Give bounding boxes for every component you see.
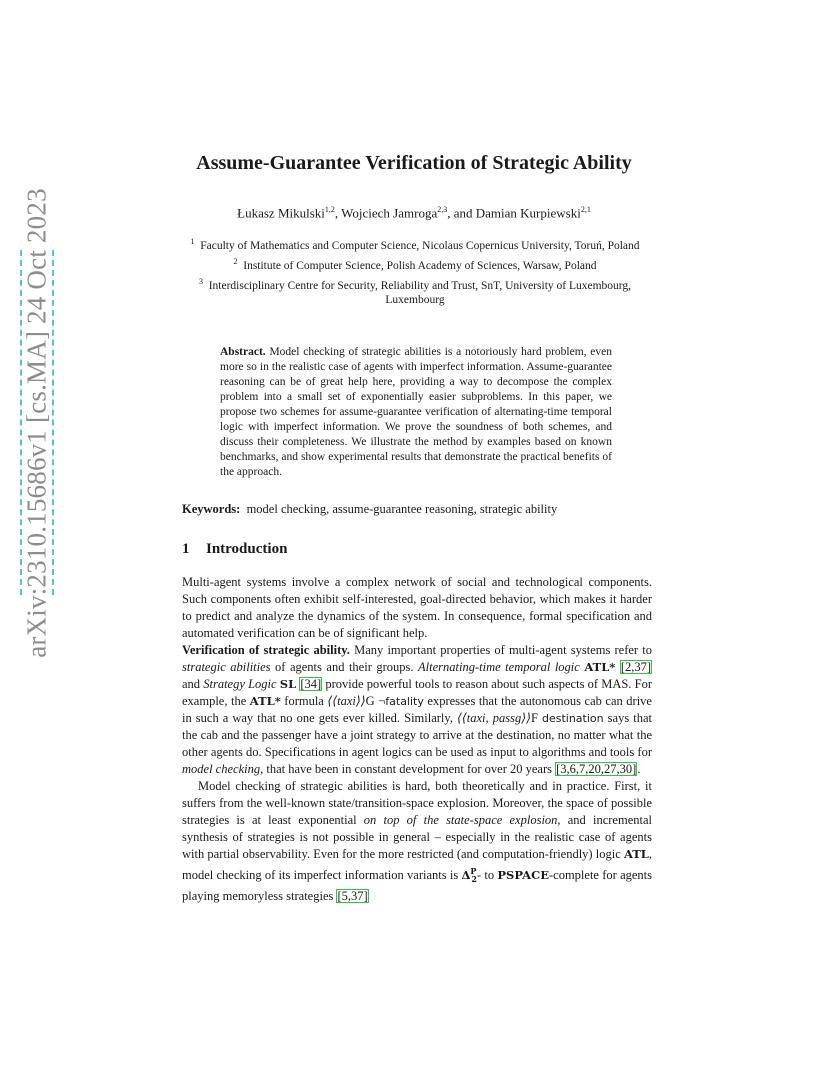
citation-link[interactable]: [34] (300, 677, 322, 691)
affiliation-list (180, 234, 650, 308)
author-affil-marker: 2,1 (580, 205, 591, 214)
author-name: Łukasz Mikulski (237, 205, 325, 221)
affiliation-item: $^1$ Faculty of Mathematics and Computer Science, Nicolaus Copernicus University, Toruń, Poland (190, 237, 640, 252)
author-name: Wojciech Jamroga (341, 205, 438, 221)
keywords-label: Keywords: (182, 502, 241, 516)
logic-name: ATL* (249, 694, 281, 708)
paragraph: Multi-agent systems involve a complex network of social and technological components. Such components often exhibit self-interested, goal-directed behavior, which makes it harder to predict and analyze the dynamics of the system. In consequence, formal specification and automated verification can be of significant help. (182, 575, 652, 640)
author-name: Damian Kurpiewski (475, 205, 581, 221)
author-affil-marker: 2,3 (437, 205, 448, 214)
arxiv-identifier: arXiv:2310.15686v1 [cs.MA] 24 Oct 2023 (21, 187, 52, 658)
keywords (182, 502, 652, 517)
section-heading (182, 541, 287, 558)
abstract-label: Abstract. (220, 346, 266, 358)
author-affil-marker: 1,2 (324, 205, 335, 214)
citation-link[interactable]: [3,6,7,20,27,30] (556, 762, 637, 776)
citation-link[interactable]: [5,37] (337, 889, 368, 904)
author-list: Łukasz Mikulski$^{1,2}$, Wojciech Jamroga$^{2,3}$, and Damian Kurpiewski$^{2,1}$ (237, 205, 591, 221)
complexity-class: PSPACE (497, 867, 549, 882)
logic-name: ATL (623, 847, 649, 861)
paragraph: Model checking of strategic abilities is hard, both theoretically and in practice. First, it suffers from the well-known state/transition-space explosion. Moreover, the space of possible strategies is at least exponential on top of the state-space explosion, and incremental synthesis of strategies is not possible in general – especially in the realistic case of agents with partial observability. Even for the more restricted (and computation-friendly) logic ATL, model checking of its imperfect information variants is $\Delta^P_2-$ to PSPACE-complete for agents playing memoryless strategies [5,37] (182, 779, 652, 904)
formula: ⟨⟨taxi⟩⟩ (327, 694, 366, 708)
paper-title: Assume-Guarantee Verification of Strategic Ability (196, 152, 632, 174)
citation-link[interactable]: [2,37] (620, 660, 652, 674)
arxiv-identifier-stamp (20, 187, 54, 658)
logic-name: ATL* (584, 660, 616, 674)
paragraph: Verification of strategic ability. Many important properties of multi-agent systems refer to strategic abilities of agents and their groups. Alternating-time temporal logic ATL* [2,37] and Strategy Logic SL [34] provide powerful tools to reason about such aspects of MAS. For example, the ATL* formula ⟨⟨taxi⟩⟩G ¬fatality expresses that the autonomous cab can drive in such a way that no one gets ever killed. Similarly, ⟨⟨taxi, passg⟩⟩F destination says that the cab and the passenger have a joint strategy to arrive at the destination, no matter what the other agents do. Specifications in agent logics can be used as input to algorithms and tools for model checking, that have been in constant development for over 20 years [3,6,7,20,27,30]. (182, 643, 652, 776)
abstract (220, 345, 612, 480)
complexity-class: $\Delta^P_2$ (461, 866, 477, 885)
formula: ⟨⟨taxi, passg⟩⟩ (457, 711, 531, 725)
keywords-text: model checking, assume-guarantee reasoning, strategic ability (246, 502, 558, 516)
body-text (182, 574, 652, 905)
formula-proposition: fatality (385, 695, 424, 708)
section-number: 1 (182, 541, 190, 557)
logic-name: SL (279, 677, 297, 691)
abstract-text: Model checking of strategic abilities is a notoriously hard problem, even more so in the realistic case of agents with imperfect information. Assume-guarantee reasoning can be of great help here, providing a way to decompose the complex problem into a small set of exponentially easier subproblems. In this paper, we propose two schemes for assume-guarantee verification of alternating-time temporal logic with imperfect information. We prove the soundness of both schemes, and discuss their completeness. We illustrate the method by examples based on known benchmarks, and show experimental results that demonstrate the practical benefits of the approach. (220, 346, 613, 478)
affiliation-item: $^2$ Institute of Computer Science, Polish Academy of Sciences, Warsaw, Poland (233, 256, 597, 272)
affiliation-item: $^3$ Interdisciplinary Centre for Security, Reliability and Trust, SnT, University of Luxembourg, Luxembourg (198, 276, 632, 307)
section-title: Introduction (206, 541, 288, 557)
formula-proposition: destination (541, 712, 604, 725)
paragraph-heading: Verification of strategic ability. (182, 643, 350, 657)
